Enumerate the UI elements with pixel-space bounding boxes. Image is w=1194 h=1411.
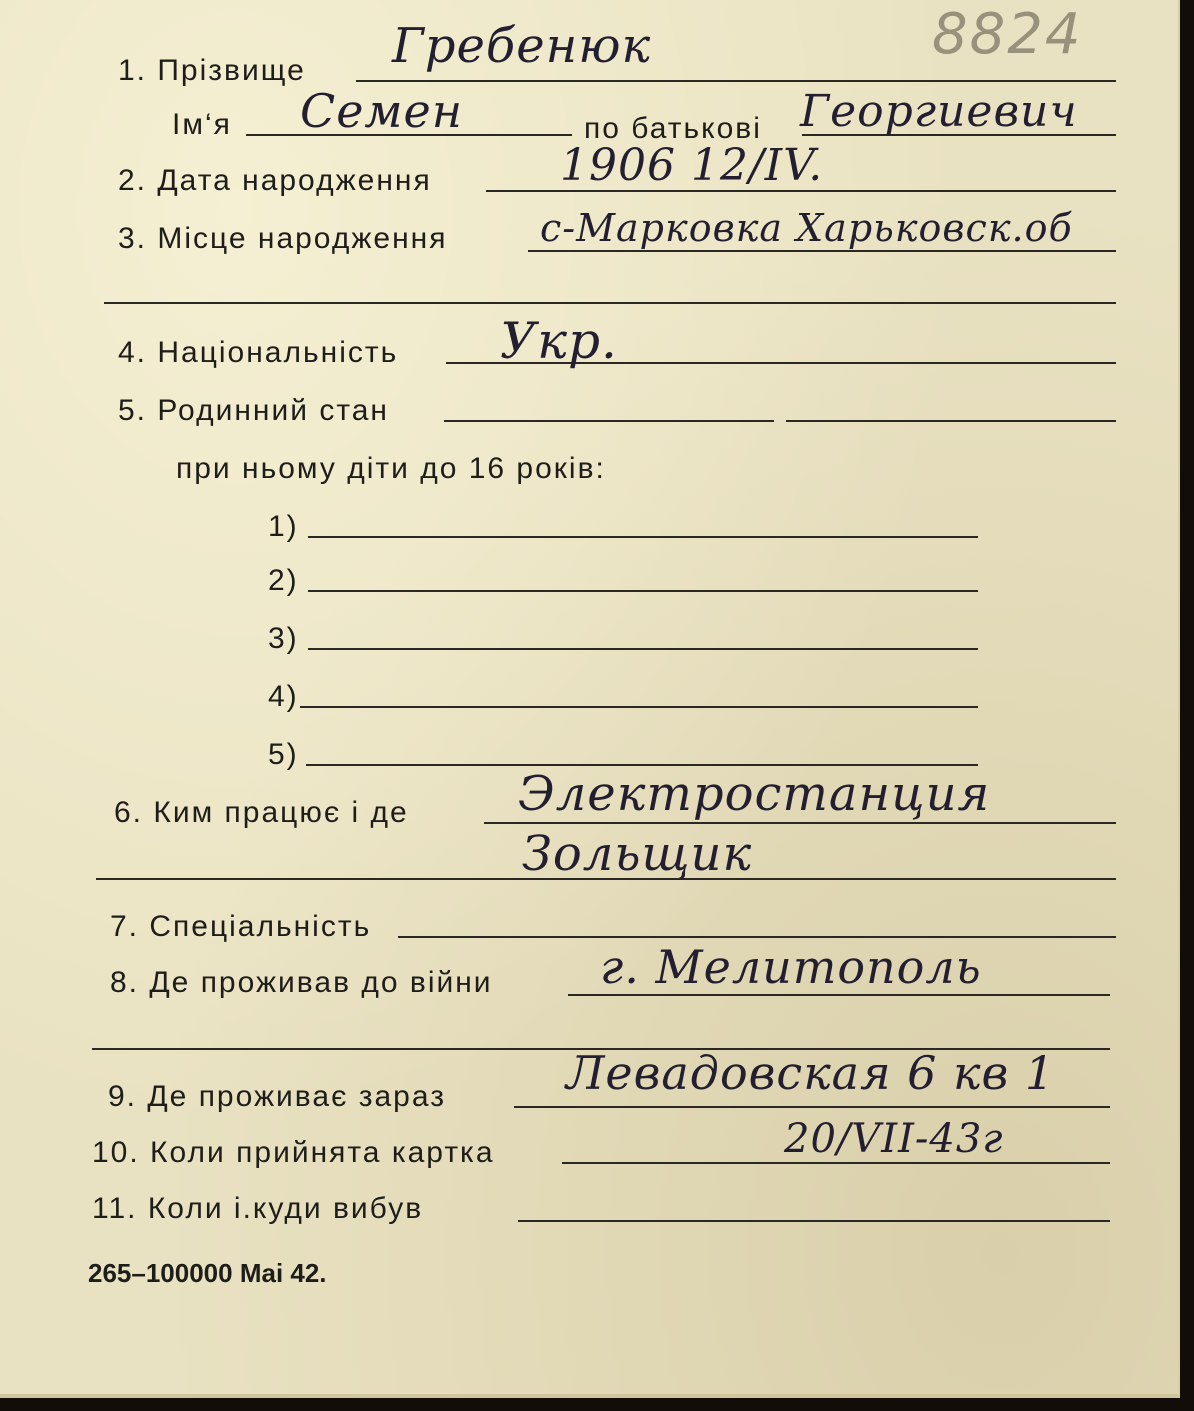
left-label: 11. Коли і.куди вибув <box>92 1192 424 1225</box>
printer-imprint: 265–100000 Mai 42. <box>88 1258 327 1288</box>
left-line <box>518 1220 1110 1222</box>
prewar-line <box>568 994 1110 996</box>
specialty-label: 7. Спеціальність <box>110 910 372 943</box>
work-line-2 <box>96 878 1116 880</box>
photo-border-right <box>1180 0 1194 1411</box>
work-label: 6. Ким працює і де <box>114 796 409 829</box>
accepted-label: 10. Коли прийнята картка <box>92 1136 495 1169</box>
patronymic-value: Георгиевич <box>800 86 1078 137</box>
family-label: 5. Родинний стан <box>118 394 389 427</box>
work-place-value: Электростанция <box>518 766 991 822</box>
accepted-value: 20/VII-43г <box>784 1116 1004 1162</box>
patronymic-label: по батькові <box>584 112 762 145</box>
child-line-4 <box>300 706 978 708</box>
work-line <box>484 822 1116 824</box>
birth-place-value: с-Марковка Харьковск.об <box>540 206 1073 250</box>
family-line-2 <box>786 420 1116 422</box>
birth-place-label: 3. Місце народження <box>118 222 448 255</box>
photo-border-bottom <box>0 1398 1194 1411</box>
nationality-label: 4. Національність <box>118 336 399 369</box>
surname-line <box>356 80 1116 82</box>
current-line <box>514 1106 1110 1108</box>
birth-date-value: 1906 12/IV. <box>560 140 824 191</box>
nationality-value: Укр. <box>500 312 618 370</box>
name-value: Семен <box>300 84 464 138</box>
surname-value: Гребенюк <box>392 18 652 74</box>
birth-date-label: 2. Дата народження <box>118 164 432 197</box>
child-line-3 <box>308 648 978 650</box>
child-number-5: 5) <box>268 738 299 771</box>
birth-place-line <box>528 250 1116 252</box>
specialty-line <box>398 936 1116 938</box>
prewar-value: г. Мелитополь <box>600 940 982 994</box>
surname-label: 1. Прізвище <box>118 54 306 87</box>
archive-number: 8824 <box>932 2 1083 67</box>
family-line-1 <box>444 420 774 422</box>
accepted-line <box>562 1162 1110 1164</box>
current-label: 9. Де проживає зараз <box>108 1080 446 1113</box>
child-number-4: 4) <box>268 680 299 713</box>
current-value: Левадовская 6 кв 1 <box>566 1046 1056 1100</box>
child-line-2 <box>308 590 978 592</box>
name-label: Ім‘я <box>172 108 232 141</box>
prewar-label: 8. Де проживав до війни <box>110 966 493 999</box>
child-line-1 <box>308 536 978 538</box>
child-number-2: 2) <box>268 564 299 597</box>
work-role-value: Зольщик <box>522 826 753 882</box>
child-number-3: 3) <box>268 622 299 655</box>
child-number-1: 1) <box>268 510 299 543</box>
children-label: при ньому діти до 16 років: <box>176 452 606 485</box>
birth-place-line-2 <box>104 302 1116 304</box>
